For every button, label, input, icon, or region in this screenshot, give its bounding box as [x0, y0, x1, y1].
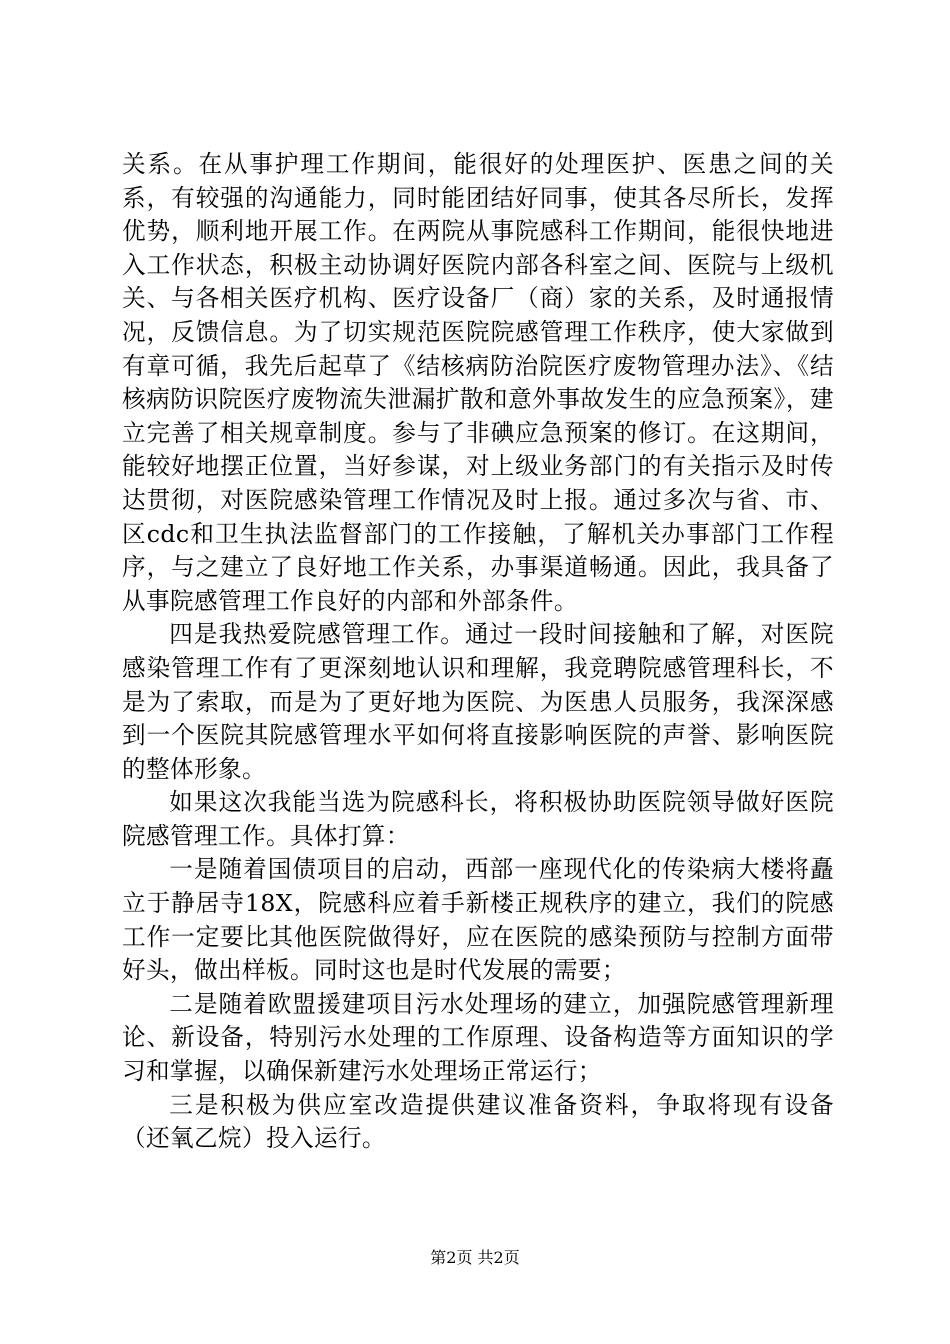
paragraph-6: 三是积极为供应室改造提供建议准备资料，争取将现有设备（还氧乙烷）投入运行。: [122, 1090, 834, 1153]
document-body: [122, 148, 834, 1156]
page-number-footer: 第2页 共2页: [430, 1248, 520, 1267]
paragraph-2: 四是我热爱院感管理工作。通过一段时间接触和了解，对医院感染管理工作有了更深刻地认识和理解，我竞聘院感管理科长，不是为了索取，而是为了更好地为医院、为医患人员服务，我深深感到一个医院其院感管理水平如何将直接影响医院的声誉、影响医院的整体形象。: [122, 620, 834, 783]
paragraph-5: 二是随着欧盟援建项目污水处理场的建立，加强院感管理新理论、新设备，特别污水处理的工作原理、设备构造等方面知识的学习和掌握，以确保新建污水处理场正常运行；: [122, 989, 834, 1086]
paragraph-1: 关系。在从事护理工作期间，能很好的处理医护、医患之间的关系，有较强的沟通能力，同时能团结好同事，使其各尽所长，发挥优势，顺利地开展工作。在两院从事院感科工作期间，能很快地进入工作状态，积极主动协调好医院内部各科室之间、医院与上级机关、与各相关医疗机构、医疗设备厂（商）家的关系，及时通报情况，反馈信息。为了切实规范医院院感管理工作秩序，使大家做到有章可循，我先后起草了《结核病防治院医疗废物管理办法》、《结核病防识院医疗废物流失泄漏扩散和意外事故发生的应急预案》，建立完善了相关规章制度。参与了非碘应急预案的修订。在这期间，能较好地摆正位置，当好参谋，对上级业务部门的有关指示及时传达贯彻，对医院感染管理工作情况及时上报。通过多次与省、市、区cdc和卫生执法监督部门的工作接触，了解机关办事部门工作程序，与之建立了良好地工作关系，办事渠道畅通。因此，我具备了从事院感管理工作良好的内部和外部条件。: [122, 150, 834, 615]
paragraph-4: 一是随着国债项目的启动，西部一座现代化的传染病大楼将矗立于静居寺18X，院感科应着手新楼正规秩序的建立，我们的院感工作一定要比其他医院做得好，应在医院的感染预防与控制方面带好头，做出样板。同时这也是时代发展的需要；: [122, 855, 834, 985]
paragraph-3: 如果这次我能当选为院感科长，将积极协助医院领导做好医院院感管理工作。具体打算：: [122, 788, 834, 850]
